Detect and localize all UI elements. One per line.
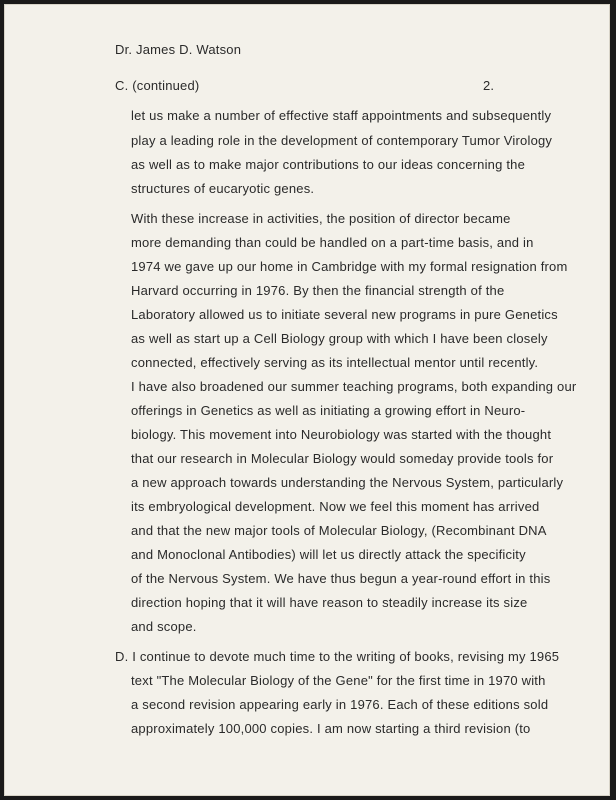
addressee-line: Dr. James D. Watson	[115, 42, 242, 57]
text-line: a second revision appearing early in 1976. Each of these editions sold	[131, 697, 549, 712]
text-line: that our research in Molecular Biology would someday provide tools for	[131, 451, 554, 466]
text-line: text "The Molecular Biology of the Gene" for the first time in 1970 with	[131, 673, 546, 688]
text-line: approximately 100,000 copies. I am now starting a third revision (to	[131, 721, 531, 736]
section-heading: C. (continued)	[115, 78, 200, 93]
text-line: biology. This movement into Neurobiology was started with the thought	[131, 427, 552, 442]
text-line: Harvard occurring in 1976. By then the financial strength of the	[131, 283, 505, 298]
text-line: let us make a number of effective staff appointments and subsequently	[131, 108, 552, 123]
text-line: connected, effectively serving as its intellectual mentor until recently.	[131, 355, 539, 370]
text-line: I have also broadened our summer teaching programs, both expanding our	[131, 379, 577, 394]
text-line: a new approach towards understanding the Nervous System, particularly	[131, 475, 564, 490]
text-line: as well as start up a Cell Biology group with which I have been closely	[131, 331, 548, 346]
text-line: D. I continue to devote much time to the writing of books, revising my 1965	[115, 649, 560, 664]
text-line: and that the new major tools of Molecular Biology, (Recombinant DNA	[131, 523, 547, 538]
text-line: as well as to make major contributions to our ideas concerning the	[131, 157, 526, 172]
text-line: of the Nervous System. We have thus begun a year-round effort in this	[131, 571, 551, 586]
text-line: offerings in Genetics as well as initiating a growing effort in Neuro-	[131, 403, 526, 418]
text-line: more demanding than could be handled on a part-time basis, and in	[131, 235, 534, 250]
text-line: and Monoclonal Antibodies) will let us directly attack the specificity	[131, 547, 526, 562]
text-line: its embryological development. Now we feel this moment has arrived	[131, 499, 540, 514]
text-line: direction hoping that it will have reason to steadily increase its size	[131, 595, 528, 610]
text-line: structures of eucaryotic genes.	[131, 181, 315, 196]
text-line: With these increase in activities, the position of director became	[131, 211, 511, 226]
text-line: 1974 we gave up our home in Cambridge with my formal resignation from	[131, 259, 568, 274]
page-number: 2.	[483, 78, 495, 93]
document-page	[4, 4, 610, 796]
text-line: Laboratory allowed us to initiate several new programs in pure Genetics	[131, 307, 558, 322]
text-line: and scope.	[131, 619, 197, 634]
text-line: play a leading role in the development of contemporary Tumor Virology	[131, 133, 553, 148]
